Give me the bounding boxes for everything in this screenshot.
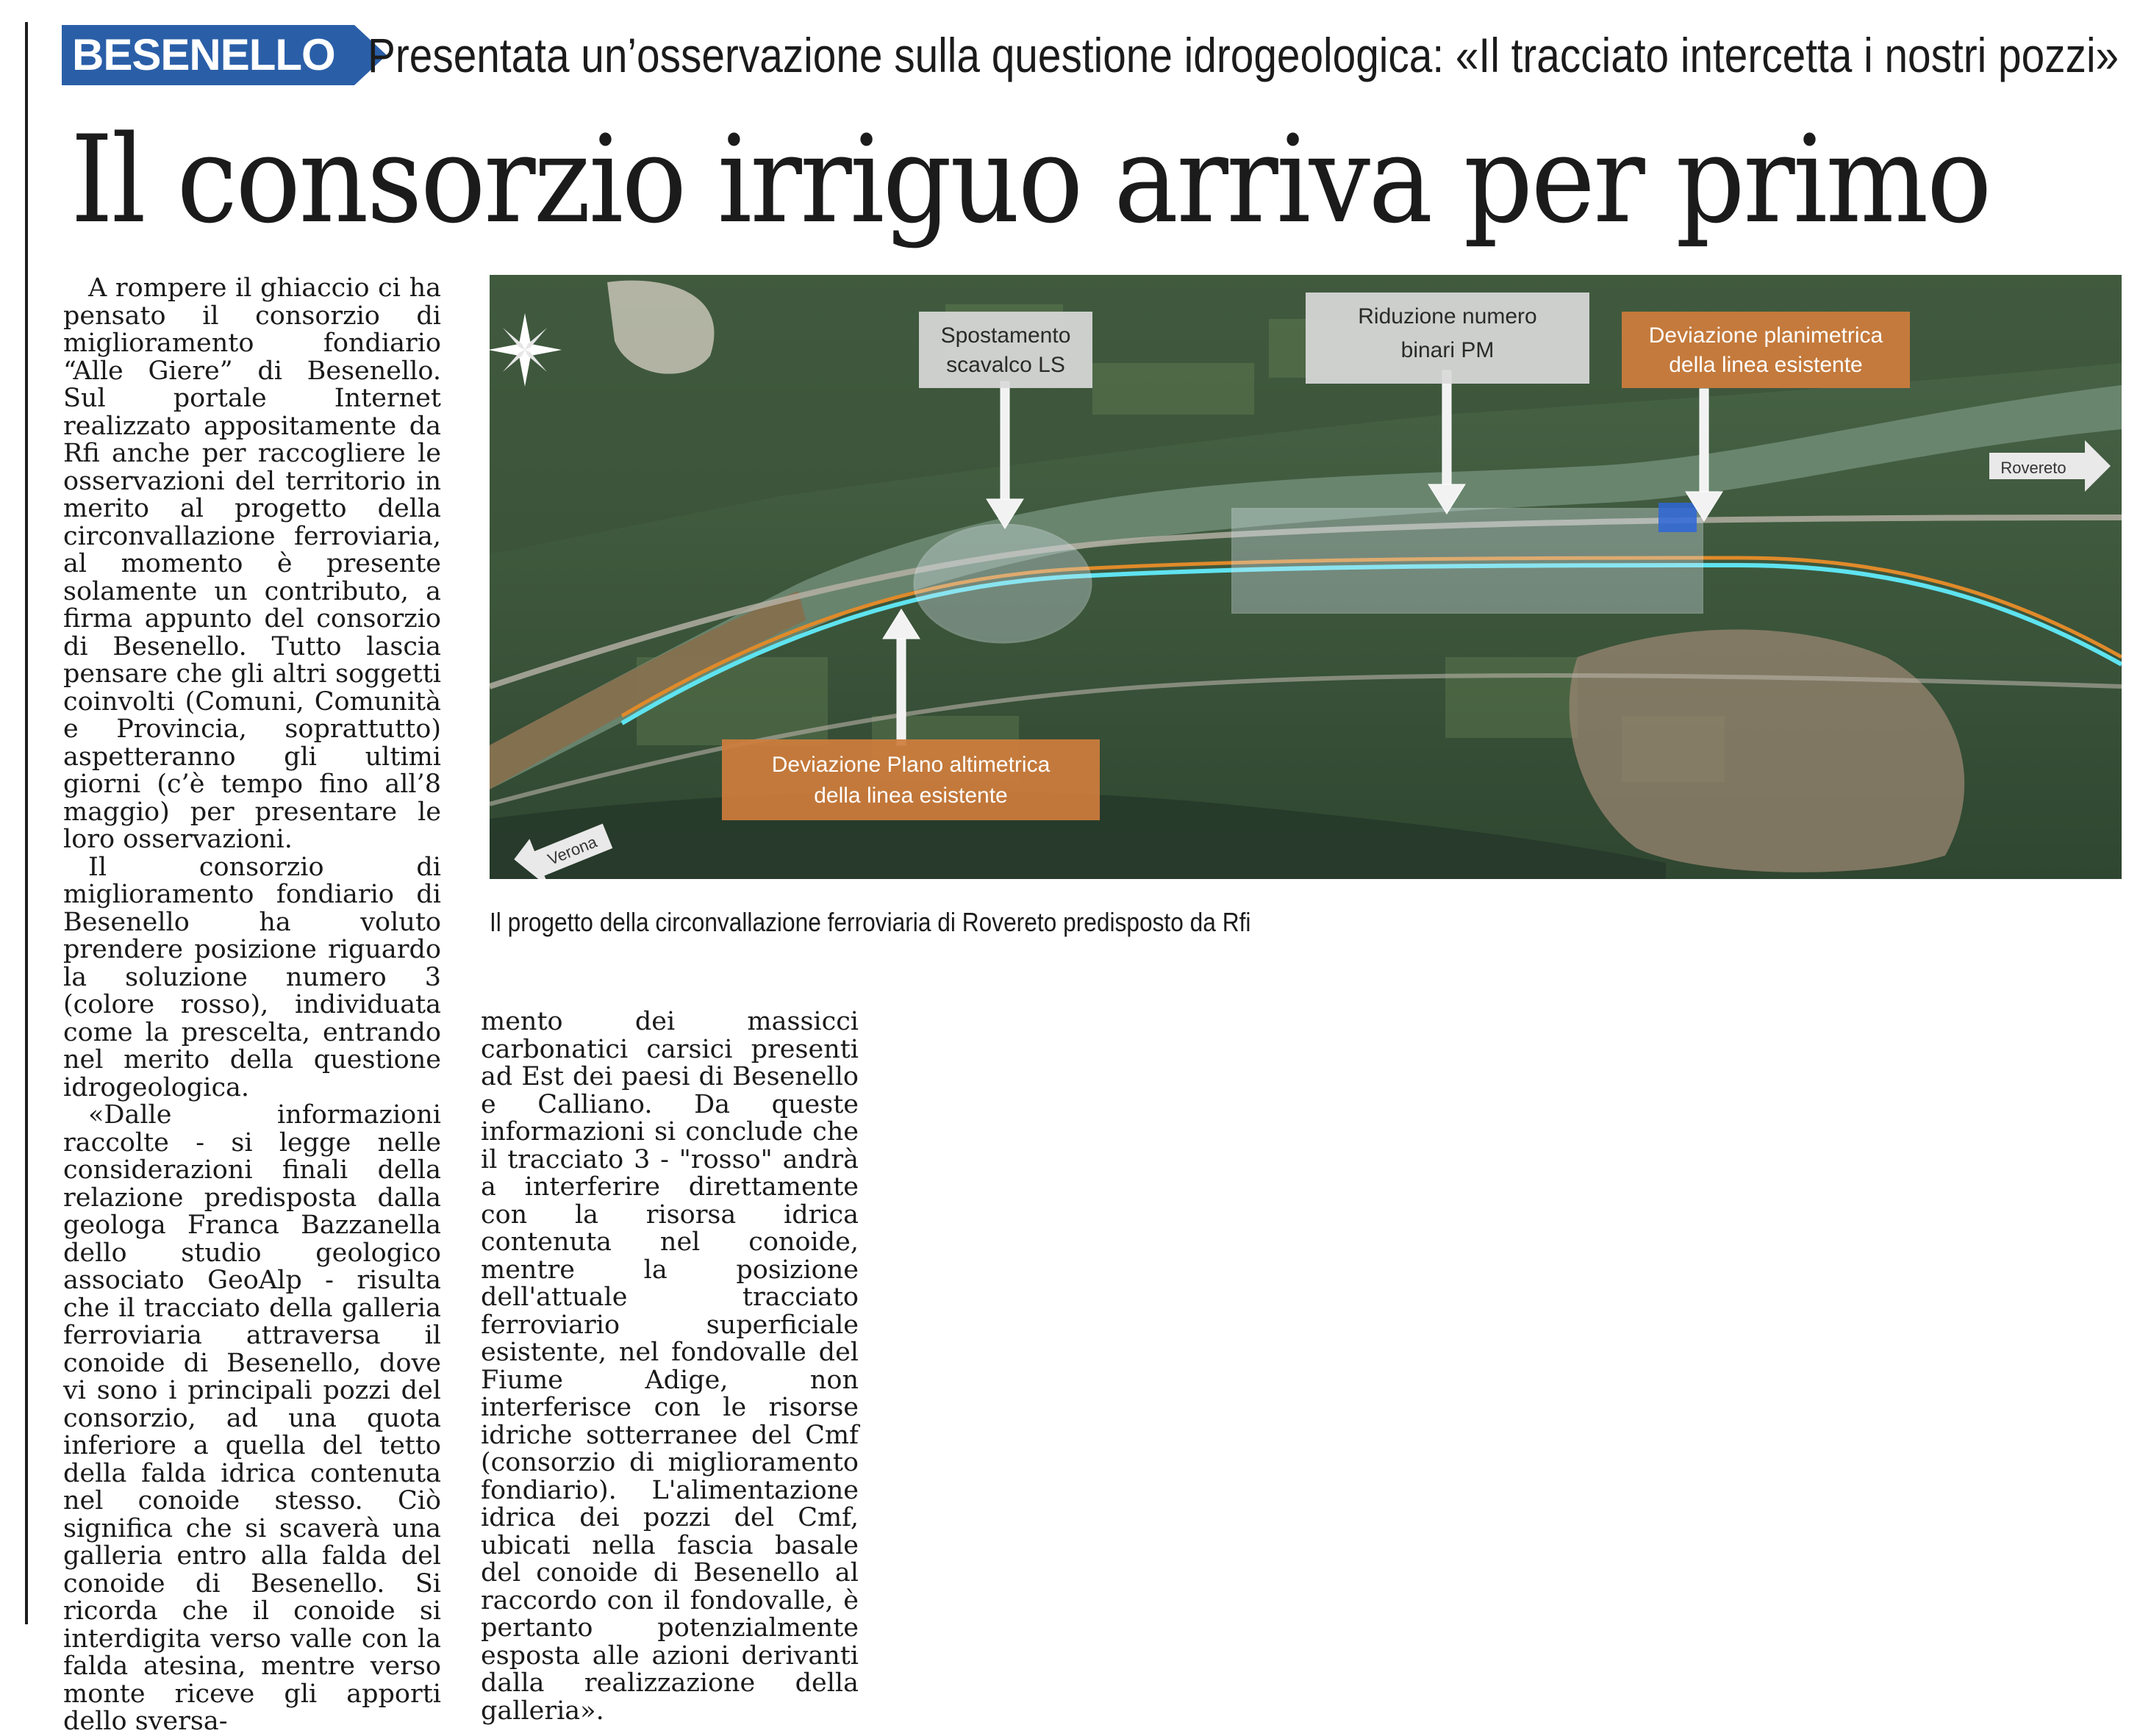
map-label: della linea esistente: [814, 783, 1008, 808]
paragraph: Il consorzio di miglioramento fondiario di Besenello ha voluto prendere posizione riguardo la soluzione numero 3 (colore rosso), individuata come la prescelta, entrando nel merito della questione idrogeologica.: [63, 852, 441, 1102]
map-label: binari PM: [1400, 338, 1495, 362]
map-label: scavalco LS: [946, 353, 1065, 377]
map-label: Deviazione Plano altimetrica: [771, 753, 1051, 777]
left-margin-rule: [25, 22, 28, 1624]
article-column-2: [481, 1008, 859, 1725]
photo-caption: Il progetto della circonvallazione ferroviaria di Rovereto predisposto da Rfi: [490, 907, 1251, 937]
map-label: Verona: [545, 832, 600, 869]
article-column-1: [63, 275, 441, 1736]
subheadline: Presentata un’osservazione sulla questione idrogeologica: «Il tracciato intercetta i nostri pozzi»: [368, 28, 2119, 82]
aerial-map-photo: [490, 275, 2122, 879]
label-box: [722, 739, 1100, 820]
kicker-label: BESENELLO: [62, 25, 354, 85]
paragraph: A rompere il ghiaccio ci ha pensato il consorzio di miglioramento fondiario “Alle Giere” di Besenello. Sul portale Internet realizzato appositamente da Rfi anche per raccogliere le osservazioni del territorio in merito al progetto della circonvallazione ferroviaria, al momento è presente solamente un contributo, a firma appunto del consorzio di Besenello. Tutto lascia pensare che gli altri soggetti coinvolti (Comuni, Comunità e Provincia, soprattutto) aspetteranno gli ultimi giorni (c’è tempo fino all’8 maggio) per presentare le loro osservazioni.: [63, 273, 441, 854]
map-label: Rovereto: [2000, 459, 2066, 477]
highlight-ellipse: [915, 525, 1091, 642]
paragraph: «Dalle informazioni raccolte - si legge nelle considerazioni finali della relazione predisposta dalla geologa Franca Bazzanella dello studio geologico associato GeoAlp - risulta che il tracciato della galleria ferroviaria attraversa il conoide di Besenello, dove vi sono i principali pozzi del consorzio, ad una quota inferiore a quella del tetto della falda idrica contenuta nel conoide stesso. Ciò significa che si scaverà una galleria entro alla falda del conoide di Besenello. Si ricorda che il conoide si interdigita verso valle con la falda atesina, mentre verso monte riceve gli apporti dello sversa-: [63, 1100, 441, 1736]
map-label: Riduzione numero: [1358, 304, 1537, 329]
map-label: Spostamento: [940, 323, 1071, 348]
map-label: Deviazione planimetrica: [1648, 323, 1883, 348]
map-label: della linea esistente: [1669, 353, 1863, 377]
headline: Il consorzio irriguo arriva per primo: [71, 110, 1990, 250]
section-kicker: [62, 25, 387, 85]
aerial-map-graphic: [490, 275, 2122, 879]
highlight-rectangle: [1232, 509, 1703, 613]
paragraph: mento dei massicci carbonatici carsici presenti ad Est dei paesi di Besenello e Calliano. Da queste informazioni si conclude che il tracciato 3 - "rosso" andrà a interferire direttamente con la risorsa idrica contenuta nel conoide, mentre la posizione dell'attuale tracciato ferroviario superficiale esistente, nel fondovalle del Fiume Adige, non interferisce con le risorse idriche sotterranee del Cmf (consorzio di miglioramento fondiario). L'alimentazione idrica dei pozzi del Cmf, ubicati nella fascia basale del conoide di Besenello al raccordo con il fondovalle, è pertanto potenzialmente esposta alle azioni derivanti dalla realizzazione della galleria».: [481, 1007, 859, 1726]
